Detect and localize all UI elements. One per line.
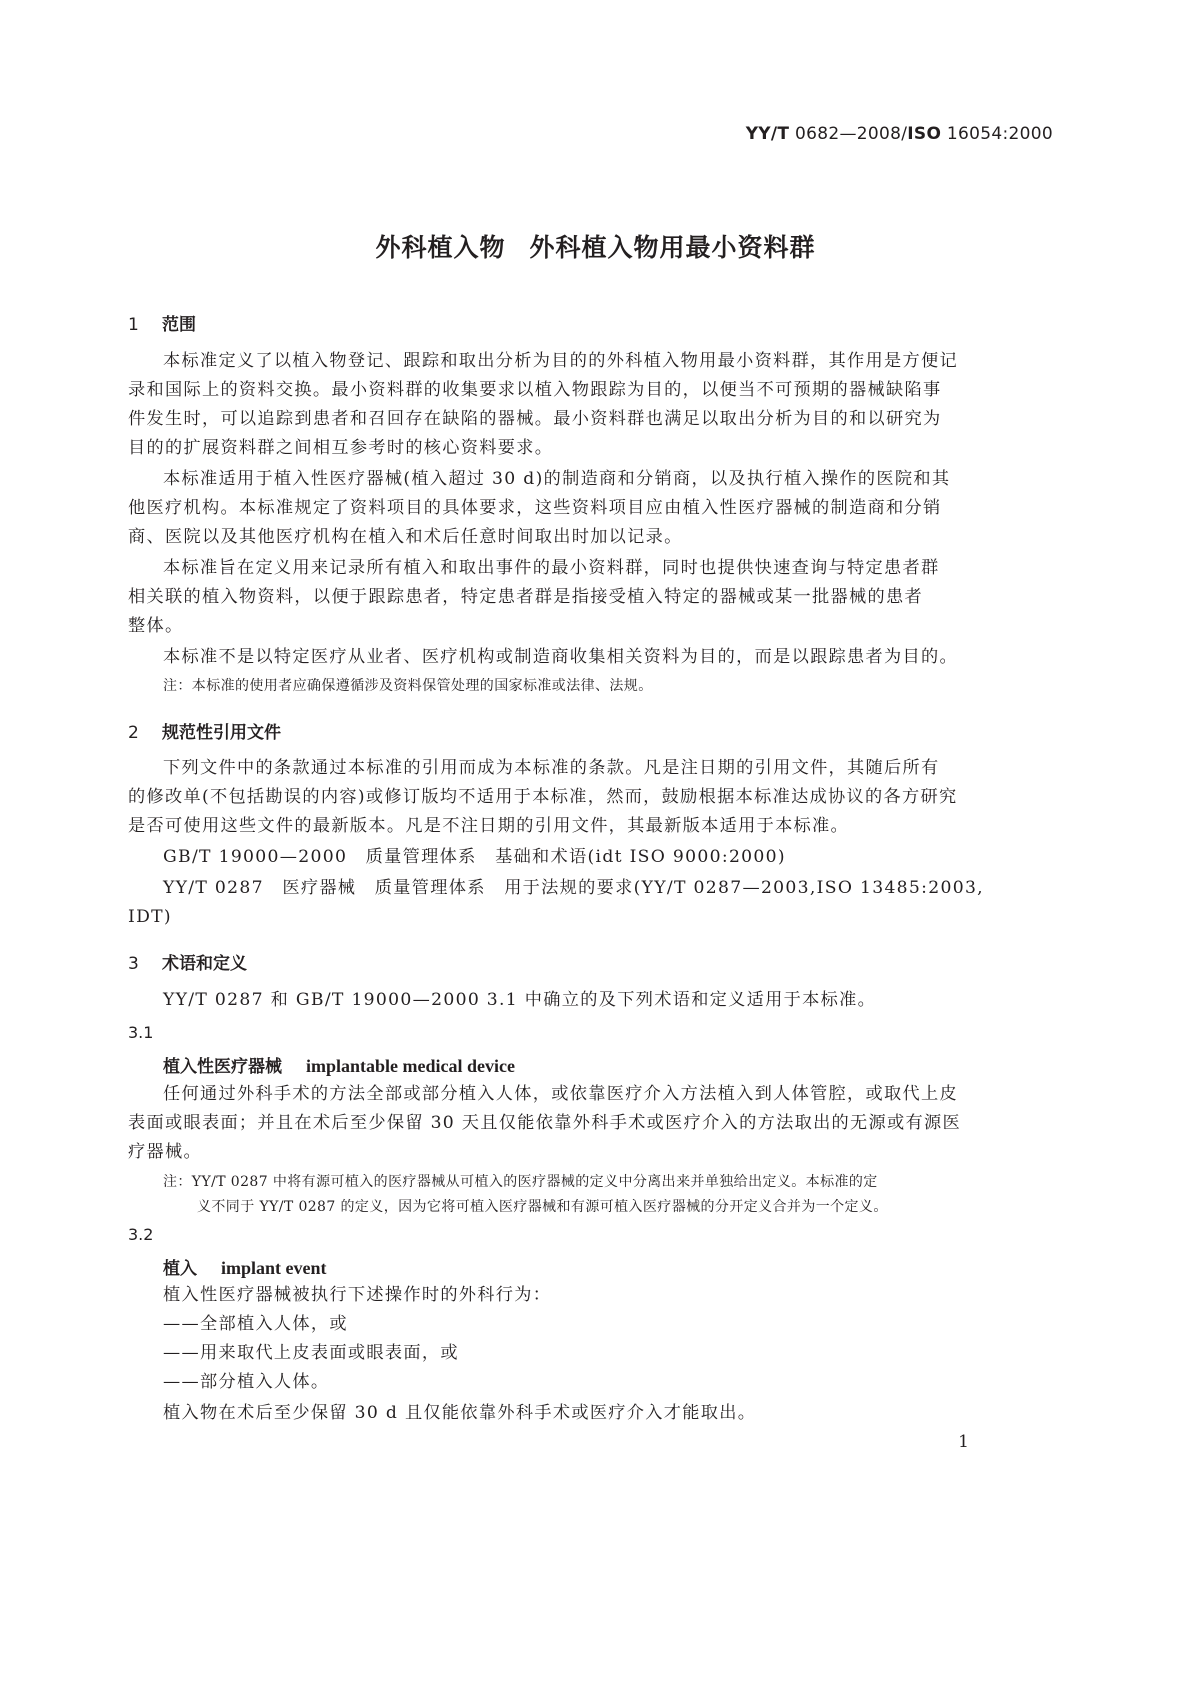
term-3-1-title: 植入性医疗器械 implantable medical device [163, 1056, 515, 1077]
document-title: 外科植入物 外科植入物用最小资料群 [375, 233, 816, 262]
term-3-2-title: 植入 implant event [163, 1258, 327, 1279]
s1-p1-line1: 本标准定义了以植入物登记、跟踪和取出分析为目的的外科植入物用最小资料群，其作用是方便记 [163, 351, 958, 371]
term-3-1-def-line3: 疗器械。 [128, 1142, 202, 1162]
s1-p1-line3: 件发生时，可以追踪到患者和召回存在缺陷的器械。最小资料群也满足以取出分析为目的和以研究为 [128, 409, 942, 429]
s1-p3-line3: 整体。 [128, 616, 184, 636]
term-3-1-def-line1: 任何通过外科手术的方法全部或部分植入人体，或依靠医疗介入方法植入到人体管腔，或取代上皮 [163, 1084, 958, 1104]
s3-intro: YY/T 0287 和 GB/T 19000—2000 3.1 中确立的及下列术语和定义适用于本标准。 [163, 990, 877, 1010]
reference-gb-t-19000: GB/T 19000—2000 质量管理体系 基础和术语(idt ISO 9000:2000) [163, 847, 786, 867]
term-3-1-note-line2: 义不同于 YY/T 0287 的定义，因为它将可植入医疗器械和有源可植入医疗器械的分开定义合并为一个定义。 [197, 1199, 888, 1215]
term-3-1-def-line2: 表面或眼表面；并且在术后至少保留 30 天且仅能依靠外科手术或医疗介入的方法取出的无源或有源医 [128, 1113, 961, 1133]
term-3-2-tail: 植入物在术后至少保留 30 d 且仅能依靠外科手术或医疗介入才能取出。 [163, 1403, 757, 1423]
s2-p1-line2: 的修改单(不包括勘误的内容)或修订版均不适用于本标准，然而，鼓励根据本标准达成协议的各方研究 [128, 787, 958, 807]
standard-code-header: YY/T 0682—2008/ISO 16054:2000 [745, 124, 1053, 144]
term-3-1-note-line1: 注：YY/T 0287 中将有源可植入的医疗器械从可植入的医疗器械的定义中分离出来并单独给出定义。本标准的定 [163, 1174, 878, 1190]
section-1-heading: 1 范围 [128, 315, 196, 335]
s1-p1-line4: 目的的扩展资料群之间相互参考时的核心资料要求。 [128, 438, 554, 458]
s1-p1-line2: 录和国际上的资料交换。最小资料群的收集要求以植入物跟踪为目的，以便当不可预期的器械缺陷事 [128, 380, 942, 400]
section-3-heading: 3 术语和定义 [128, 954, 247, 974]
page-number: 1 [958, 1432, 969, 1452]
reference-yy-t-0287: YY/T 0287 医疗器械 质量管理体系 用于法规的要求(YY/T 0287—2003,ISO 13485:2003, [163, 878, 984, 898]
list-item: ——部分植入人体。 [163, 1372, 330, 1392]
s1-note: 注：本标准的使用者应确保遵循涉及资料保管处理的国家标准或法律、法规。 [163, 678, 653, 694]
section-2-heading: 2 规范性引用文件 [128, 723, 281, 743]
s1-p3-line1: 本标准旨在定义用来记录所有植入和取出事件的最小资料群，同时也提供快速查询与特定患者群 [163, 558, 940, 578]
list-item: ——全部植入人体，或 [163, 1314, 348, 1334]
s1-p2-line1: 本标准适用于植入性医疗器械(植入超过 30 d)的制造商和分销商，以及执行植入操作的医院和其 [163, 469, 951, 489]
term-3-2-def: 植入性医疗器械被执行下述操作时的外科行为： [163, 1285, 552, 1305]
s1-p4: 本标准不是以特定医疗从业者、医疗机构或制造商收集相关资料为目的，而是以跟踪患者为目的。 [163, 647, 958, 667]
term-3-2-number: 3.2 [128, 1225, 154, 1244]
s2-p1-line3: 是否可使用这些文件的最新版本。凡是不注日期的引用文件，其最新版本适用于本标准。 [128, 816, 850, 836]
list-item: ——用来取代上皮表面或眼表面，或 [163, 1343, 459, 1363]
term-3-1-number: 3.1 [128, 1023, 154, 1042]
s1-p2-line3: 商、医院以及其他医疗机构在植入和术后任意时间取出时加以记录。 [128, 527, 683, 547]
s1-p2-line2: 他医疗机构。本标准规定了资料项目的具体要求，这些资料项目应由植入性医疗器械的制造商和分销 [128, 498, 942, 518]
reference-yy-t-0287-cont: IDT) [128, 907, 172, 927]
s2-p1-line1: 下列文件中的条款通过本标准的引用而成为本标准的条款。凡是注日期的引用文件，其随后所有 [163, 758, 940, 778]
s1-p3-line2: 相关联的植入物资料，以便于跟踪患者，特定患者群是指接受植入特定的器械或某一批器械的患者 [128, 587, 923, 607]
